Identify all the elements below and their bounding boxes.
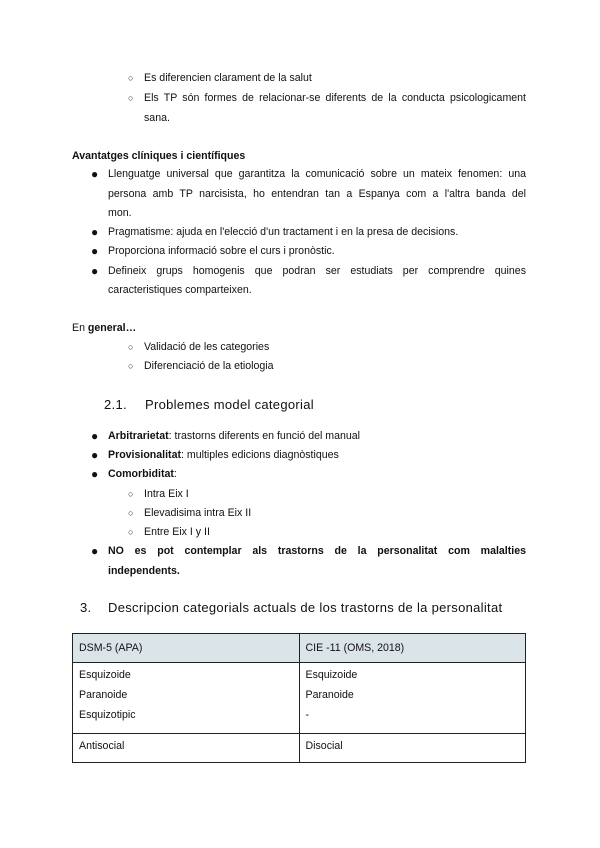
table-header-cell: CIE -11 (OMS, 2018)	[299, 634, 526, 663]
table-row	[73, 734, 526, 763]
list-item: NO es pot contemplar als trastorns de la personalitat com malalties	[108, 545, 526, 557]
list-bullet-icon: ○	[128, 527, 134, 537]
list-item-continuation: sana.	[144, 112, 170, 124]
list-bullet-icon: ○	[128, 93, 134, 103]
list-item: Provisionalitat: multiples edicions diagnòstiques	[108, 449, 339, 461]
list-item-continuation: caracteristiques comparteixen.	[108, 284, 252, 296]
list-item: Pragmatisme: ajuda en l'elecció d'un tractament i en la presa de decisions.	[108, 226, 459, 238]
list-bullet-icon: ●	[91, 244, 99, 258]
list-item-continuation: mon.	[108, 207, 132, 219]
list-item-continuation: persona amb TP narcisista, ho entendran tan a Espanya com a l'altra banda del	[108, 188, 526, 200]
list-item: Llenguatge universal que garantitza la comunicació sobre un mateix fenomen: una	[108, 168, 526, 180]
list-item: Es diferencien clarament de la salut	[144, 72, 312, 84]
list-bullet-icon: ○	[128, 73, 134, 83]
list-bullet-icon: ●	[91, 448, 99, 462]
cell-line: -	[305, 709, 310, 721]
list-bullet-icon: ●	[91, 429, 99, 443]
cell-line: Esquizoide	[305, 669, 358, 681]
table-row	[73, 663, 526, 734]
list-item: Intra Eix I	[144, 488, 189, 500]
cell-line: Paranoide	[79, 689, 128, 701]
list-item: Comorbiditat:	[108, 468, 177, 480]
list-bullet-icon: ●	[91, 167, 99, 181]
table-cell	[73, 663, 300, 734]
cell-line: Esquizoide	[79, 669, 131, 681]
cell-line: Paranoide	[305, 689, 354, 701]
list-item: Diferenciació de la etiologia	[144, 360, 274, 372]
section-heading: Problemes model categorial	[145, 397, 314, 412]
list-item: Els TP són formes de relacionar-se diferents de la conducta psicologicament	[144, 92, 526, 104]
list-item-continuation: independents.	[108, 565, 180, 577]
list-bullet-icon: ●	[91, 544, 99, 558]
list-bullet-icon: ●	[91, 467, 99, 481]
table-cell	[299, 734, 526, 763]
section-number: 3.	[80, 600, 92, 615]
section-heading: Descripcion categorials actuals de los trastorns de la personalitat	[108, 600, 503, 615]
list-bullet-icon: ○	[128, 342, 134, 352]
list-item: Entre Eix I y II	[144, 526, 210, 538]
list-item: Arbitrarietat: trastorns diferents en funció del manual	[108, 430, 361, 442]
list-item: Proporciona informació sobre el curs i pronòstic.	[108, 245, 335, 257]
cell-line: Disocial	[305, 740, 343, 752]
table-header-cell: DSM-5 (APA)	[73, 634, 300, 663]
list-item: Defineix grups homogenis que podran ser estudiats per comprendre quines	[108, 265, 526, 277]
list-item: Elevadisima intra Eix II	[144, 507, 252, 519]
cell-line: Antisocial	[79, 740, 125, 752]
list-item: Validació de les categories	[144, 341, 270, 353]
list-bullet-icon: ○	[128, 361, 134, 371]
section-subtitle: Avantatges clíniques i científiques	[72, 150, 246, 162]
table-header-row	[73, 634, 526, 663]
section-number: 2.1.	[104, 397, 127, 412]
cell-line: Esquizotipic	[79, 709, 136, 721]
list-bullet-icon: ○	[128, 508, 134, 518]
table-cell	[73, 734, 300, 763]
comparison-table	[72, 633, 526, 763]
list-bullet-icon: ○	[128, 489, 134, 499]
table-cell	[299, 663, 526, 734]
list-bullet-icon: ●	[91, 225, 99, 239]
general-intro: En general…	[72, 322, 137, 334]
list-bullet-icon: ●	[91, 264, 99, 278]
